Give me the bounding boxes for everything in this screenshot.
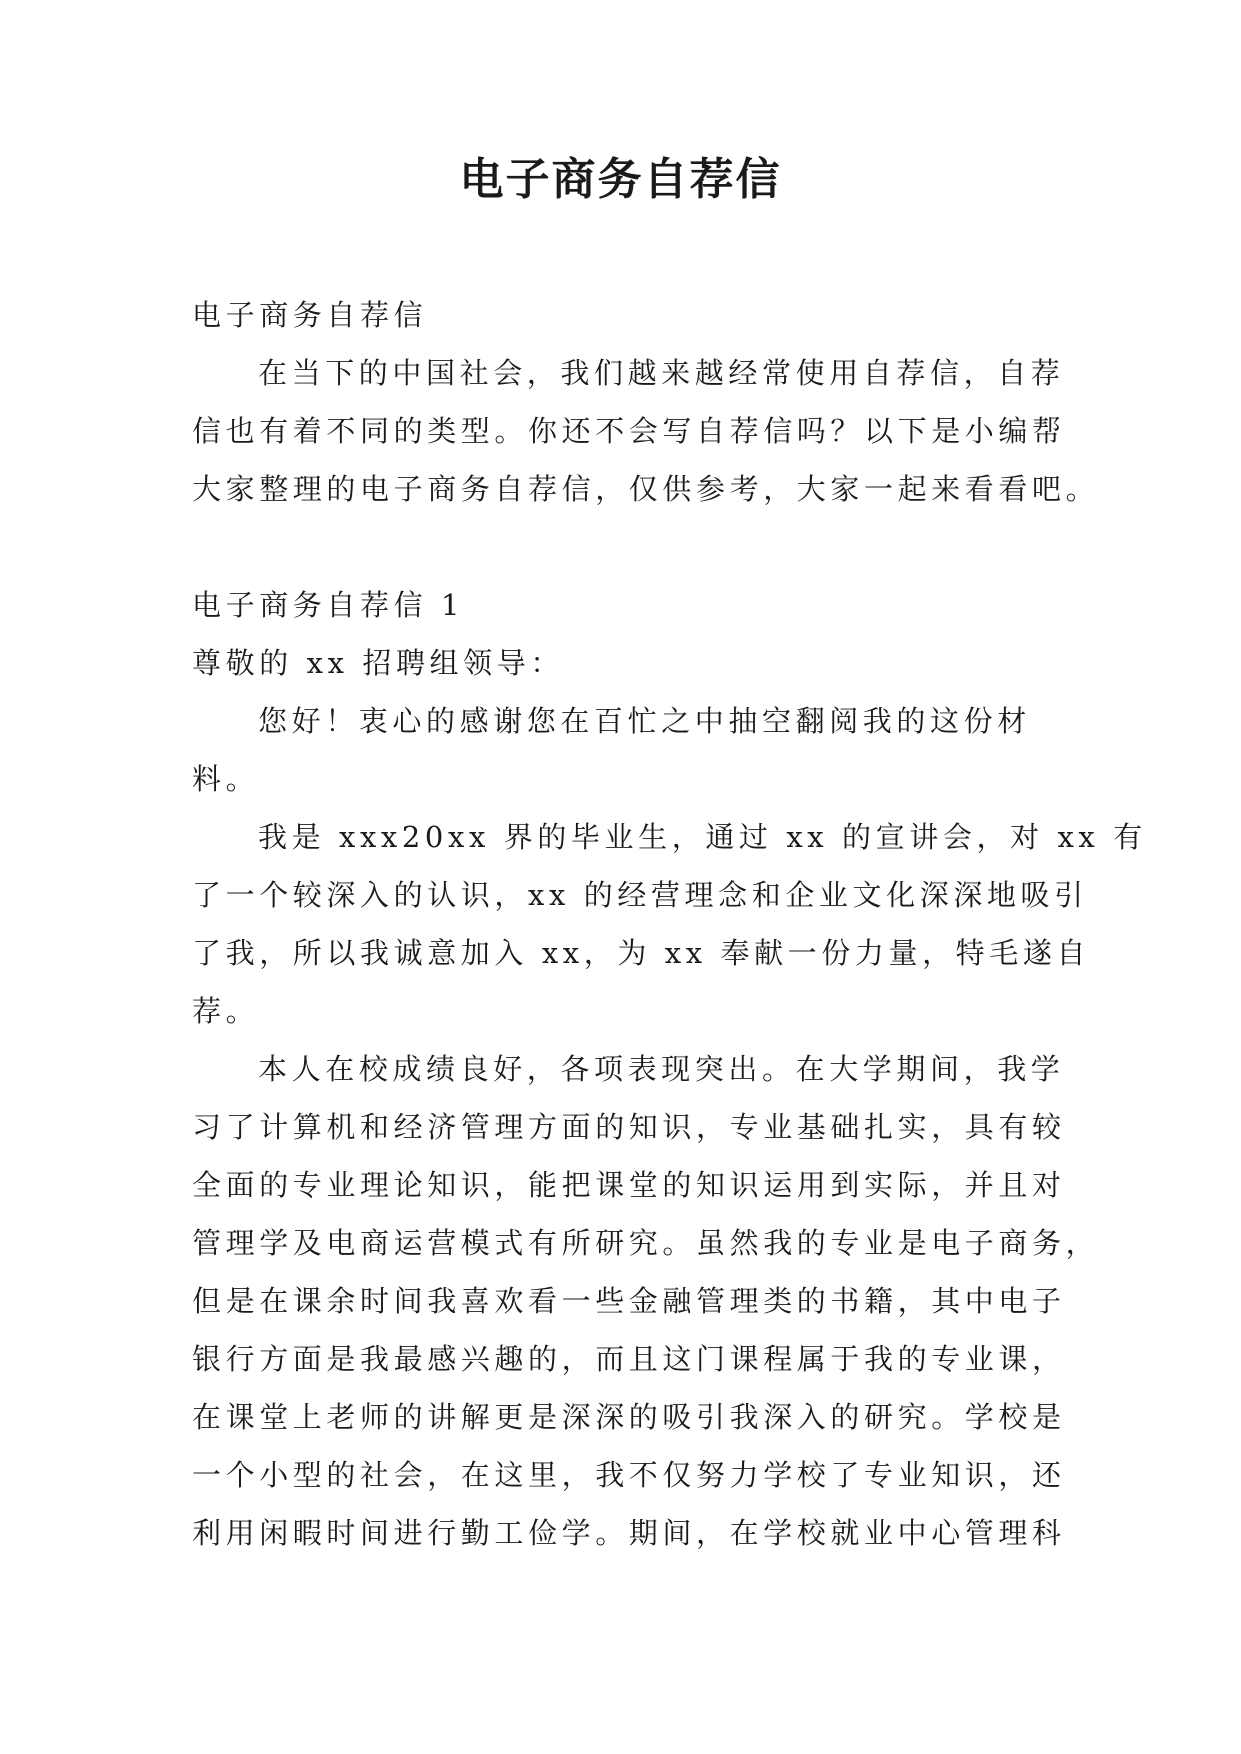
intro-heading: 电子商务自荐信 bbox=[192, 298, 428, 332]
paragraph-line: 您好！衷心的感谢您在百忙之中抽空翻阅我的这份材 bbox=[258, 704, 1031, 738]
paragraph-line: 利用闲暇时间进行勤工俭学。期间，在学校就业中心管理科 bbox=[192, 1516, 1066, 1550]
intro-line: 大家整理的电子商务自荐信，仅供参考，大家一起来看看吧。 bbox=[192, 472, 1100, 506]
paragraph-line: 管理学及电商运营模式有所研究。虽然我的专业是电子商务， bbox=[192, 1226, 1100, 1260]
paragraph-line: 但是在课余时间我喜欢看一些金融管理类的书籍，其中电子 bbox=[192, 1284, 1066, 1318]
paragraph-line: 了一个较深入的认识，xx 的经营理念和企业文化深深地吸引 bbox=[192, 878, 1088, 912]
paragraph-line: 荐。 bbox=[192, 994, 260, 1028]
paragraph-line: 一个小型的社会，在这里，我不仅努力学校了专业知识，还 bbox=[192, 1458, 1066, 1492]
intro-line: 信也有着不同的类型。你还不会写自荐信吗？以下是小编帮 bbox=[192, 414, 1066, 448]
paragraph-line: 习了计算机和经济管理方面的知识，专业基础扎实，具有较 bbox=[192, 1110, 1066, 1144]
paragraph-gap bbox=[192, 518, 1052, 576]
paragraph-line: 全面的专业理论知识，能把课堂的知识运用到实际，并且对 bbox=[192, 1168, 1066, 1202]
paragraph-line: 我是 xxx20xx 界的毕业生，通过 xx 的宣讲会，对 xx 有 bbox=[258, 820, 1147, 854]
letter-heading: 电子商务自荐信 1 bbox=[192, 588, 465, 622]
paragraph-line: 银行方面是我最感兴趣的，而且这门课程属于我的专业课， bbox=[192, 1342, 1066, 1376]
paragraph-line: 料。 bbox=[192, 762, 260, 796]
document-title: 电子商务自荐信 bbox=[459, 154, 782, 205]
paragraph-line: 了我，所以我诚意加入 xx，为 xx 奉献一份力量，特毛遂自 bbox=[192, 936, 1091, 970]
paragraph-line: 在课堂上老师的讲解更是深深的吸引我深入的研究。学校是 bbox=[192, 1400, 1066, 1434]
intro-line: 在当下的中国社会，我们越来越经常使用自荐信，自荐 bbox=[258, 356, 1065, 390]
salutation: 尊敬的 xx 招聘组领导： bbox=[192, 646, 564, 680]
document-body bbox=[192, 286, 1147, 1562]
paragraph-line: 本人在校成绩良好，各项表现突出。在大学期间，我学 bbox=[258, 1052, 1065, 1086]
